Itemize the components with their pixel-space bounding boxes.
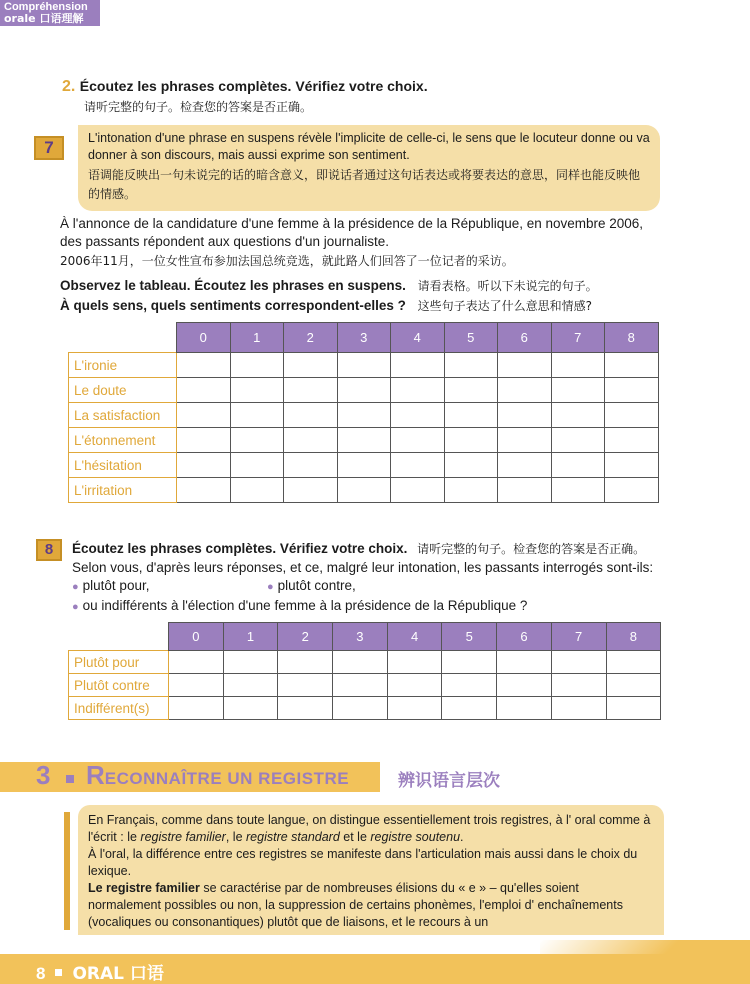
answer-cell[interactable] xyxy=(223,651,278,674)
answer-cell[interactable] xyxy=(442,697,497,720)
answer-cell[interactable] xyxy=(337,453,391,478)
answer-cell[interactable] xyxy=(606,697,661,720)
answer-cell[interactable] xyxy=(230,453,284,478)
answer-cell[interactable] xyxy=(605,428,659,453)
grid-column-header: 1 xyxy=(230,323,284,353)
grid-row xyxy=(69,453,659,478)
answer-cell[interactable] xyxy=(444,403,498,428)
answer-cell[interactable] xyxy=(177,353,231,378)
answer-cell[interactable] xyxy=(391,478,445,503)
answer-cell[interactable] xyxy=(177,453,231,478)
answer-cell[interactable] xyxy=(498,478,552,503)
option-indifferents: ou indifférents à l'élection d'une femme à la présidence de la République ? xyxy=(82,597,528,613)
section-3-title-rest: ECONNAÎTRE UN REGISTRE xyxy=(104,769,350,788)
grid-row xyxy=(69,428,659,453)
answer-cell[interactable] xyxy=(391,403,445,428)
grid-column-header: 0 xyxy=(177,323,231,353)
answer-cell[interactable] xyxy=(284,428,338,453)
answer-cell[interactable] xyxy=(605,378,659,403)
answer-cell[interactable] xyxy=(284,353,338,378)
grid-column-header: 3 xyxy=(333,623,388,651)
answer-cell[interactable] xyxy=(278,674,333,697)
section-3-explanation-box xyxy=(78,805,664,935)
term-registre-familier: registre familier xyxy=(140,830,226,844)
answer-cell[interactable] xyxy=(387,697,442,720)
grid-column-header: 4 xyxy=(387,623,442,651)
answer-cell[interactable] xyxy=(497,651,552,674)
grid-row-label: L'irritation xyxy=(69,478,177,503)
grid-column-header: 7 xyxy=(551,323,605,353)
text-span: , le xyxy=(225,830,246,844)
answer-cell[interactable] xyxy=(605,453,659,478)
bullet-icon: ● xyxy=(72,581,79,593)
answer-cell[interactable] xyxy=(444,428,498,453)
answer-cell[interactable] xyxy=(230,378,284,403)
grid-header-row xyxy=(69,623,661,651)
footer xyxy=(36,959,164,984)
answer-cell[interactable] xyxy=(498,378,552,403)
answer-cell[interactable] xyxy=(551,651,606,674)
grid-row-label: L'ironie xyxy=(69,353,177,378)
grid-row-label: Le doute xyxy=(69,378,177,403)
grid-row-label: L'étonnement xyxy=(69,428,177,453)
section-3-accent-stripe xyxy=(64,812,70,930)
term-registre-soutenu: registre soutenu xyxy=(370,830,461,844)
answer-cell[interactable] xyxy=(498,403,552,428)
exercise-7-explanation-box xyxy=(78,125,660,211)
grid-column-header: 0 xyxy=(169,623,224,651)
chapter-tab-line1: Compréhension xyxy=(4,1,88,13)
grid-column-header: 1 xyxy=(223,623,278,651)
answer-cell[interactable] xyxy=(391,453,445,478)
section-3-title xyxy=(86,760,349,791)
answer-cell[interactable] xyxy=(551,353,605,378)
exercise-7-intro xyxy=(60,215,660,270)
answer-cell[interactable] xyxy=(605,353,659,378)
answer-cell[interactable] xyxy=(387,651,442,674)
answer-cell[interactable] xyxy=(169,697,224,720)
grid-column-header: 8 xyxy=(606,623,661,651)
grid-column-header: 5 xyxy=(442,623,497,651)
answer-cell[interactable] xyxy=(444,353,498,378)
answer-cell[interactable] xyxy=(497,697,552,720)
answer-cell[interactable] xyxy=(498,453,552,478)
answer-cell[interactable] xyxy=(605,403,659,428)
exercise-7-question-2-zh: 这些句子表达了什么意思和情感? xyxy=(417,299,592,313)
exercise-2-number: 2. xyxy=(62,78,76,95)
answer-cell[interactable] xyxy=(337,478,391,503)
exercise-2-instruction-zh: 请听完整的句子。检查您的答案是否正确。 xyxy=(84,100,313,114)
answer-cell[interactable] xyxy=(333,697,388,720)
grid-row-label: Indifférent(s) xyxy=(69,697,169,720)
square-bullet-icon xyxy=(66,775,74,783)
answer-cell[interactable] xyxy=(177,428,231,453)
answer-cell[interactable] xyxy=(169,674,224,697)
opinion-answer-grid xyxy=(68,622,661,720)
exercise-8-instruction-zh: 请听完整的句子。检查您的答案是否正确。 xyxy=(417,542,646,556)
grid-row xyxy=(69,378,659,403)
grid-row xyxy=(69,353,659,378)
exercise-2 xyxy=(62,78,428,115)
answer-cell[interactable] xyxy=(551,403,605,428)
answer-cell[interactable] xyxy=(606,674,661,697)
exercise-8 xyxy=(72,540,672,616)
answer-cell[interactable] xyxy=(551,697,606,720)
answer-cell[interactable] xyxy=(284,403,338,428)
answer-cell[interactable] xyxy=(387,674,442,697)
exercise-7-question-2: À quels sens, quels sentiments correspondent-elles ? xyxy=(60,298,406,313)
exercise-8-question: Selon vous, d'après leurs réponses, et ce, malgré leur intonation, les passants interrogés sont-ils: xyxy=(72,559,654,575)
answer-cell[interactable] xyxy=(230,478,284,503)
answer-cell[interactable] xyxy=(497,674,552,697)
section-3-title-initial: R xyxy=(86,760,105,790)
grid-column-header: 6 xyxy=(498,323,552,353)
chapter-tab xyxy=(0,0,100,26)
answer-cell[interactable] xyxy=(278,697,333,720)
answer-cell[interactable] xyxy=(169,651,224,674)
answer-cell[interactable] xyxy=(177,378,231,403)
answer-cell[interactable] xyxy=(551,478,605,503)
page-number: 8 xyxy=(36,964,46,983)
section-3-number: 3 xyxy=(36,760,51,790)
answer-cell[interactable] xyxy=(606,651,661,674)
grid-column-header: 7 xyxy=(551,623,606,651)
answer-cell[interactable] xyxy=(444,378,498,403)
answer-cell[interactable] xyxy=(230,353,284,378)
answer-cell[interactable] xyxy=(284,478,338,503)
exercise-7-question-1: Observez le tableau. Écoutez les phrases en suspens. xyxy=(60,278,406,293)
answer-cell[interactable] xyxy=(498,353,552,378)
exercise-7-explanation: L'intonation d'une phrase en suspens révèle l'implicite de celle-ci, le sens que le locuteur donne ou va donner à son discours, mais aussi exprime son sentiment. xyxy=(88,131,650,162)
exercise-2-instruction: Écoutez les phrases complètes. Vérifiez votre choix. xyxy=(79,78,428,94)
answer-cell[interactable] xyxy=(223,674,278,697)
answer-cell[interactable] xyxy=(391,353,445,378)
exercise-7-intro-zh: 2006年11月，一位女性宣布参加法国总统竞选，就此路人们回答了一位记者的采访。 xyxy=(60,254,514,268)
option-plutot-contre: plutôt contre, xyxy=(277,578,356,593)
exercise-7-badge: 7 xyxy=(34,136,64,160)
registers-paragraph xyxy=(88,812,654,846)
square-bullet-icon xyxy=(55,969,62,976)
text-span: . xyxy=(460,830,464,844)
grid-column-header: 2 xyxy=(278,623,333,651)
answer-cell[interactable] xyxy=(337,428,391,453)
grid-column-header: 6 xyxy=(497,623,552,651)
answer-cell[interactable] xyxy=(605,478,659,503)
text-span: et le xyxy=(339,830,371,844)
exercise-7-intro-text: À l'annonce de la candidature d'une femme à la présidence de la République, en novembre 2006, des passants répondent aux questions d'un journaliste. xyxy=(60,216,644,249)
answer-cell[interactable] xyxy=(333,674,388,697)
text-span: En Français, comme dans toute langue, on distingue essentiellement trois registres, à l' oral comme à l'écrit : le xyxy=(88,813,651,844)
grid-row xyxy=(69,697,661,720)
grid-row xyxy=(69,674,661,697)
exercise-8-badge: 8 xyxy=(36,539,62,561)
option-plutot-pour: plutôt pour, xyxy=(82,578,150,593)
answer-cell[interactable] xyxy=(284,453,338,478)
grid-row xyxy=(69,478,659,503)
footer-label: ORAL 口语 xyxy=(72,964,164,984)
answer-cell[interactable] xyxy=(284,378,338,403)
grid-row-label: Plutôt pour xyxy=(69,651,169,674)
oral-difference-paragraph: À l'oral, la différence entre ces registres se manifeste dans l'articulation mais aussi dans le choix du lexique. xyxy=(88,847,638,878)
bullet-icon: ● xyxy=(267,581,274,593)
exercise-7-questions xyxy=(60,276,680,316)
footer-decoration xyxy=(540,940,750,984)
grid-header-row xyxy=(69,323,659,353)
exercise-7-explanation-zh: 语调能反映出一句未说完的话的暗含意义，即说话者通过这句话表达或将要表达的意思，同样也能反映他的情感。 xyxy=(88,168,641,201)
answer-cell[interactable] xyxy=(391,428,445,453)
answer-cell[interactable] xyxy=(337,378,391,403)
term-le-registre-familier: Le registre familier xyxy=(88,881,200,895)
grid-row-label: Plutôt contre xyxy=(69,674,169,697)
answer-cell[interactable] xyxy=(391,378,445,403)
answer-cell[interactable] xyxy=(551,674,606,697)
grid-corner xyxy=(69,623,169,651)
text-span: se caractérise par de nombreuses élisions du « e » – qu'elles soient normalement possibles ou non, la suppression de certains phonèmes, l'emploi d' enchaînements (vocaliques ou consonantiques) plutôt que de liaisons, et le recours à un xyxy=(88,881,623,929)
answer-cell[interactable] xyxy=(177,403,231,428)
answer-cell[interactable] xyxy=(333,651,388,674)
answer-cell[interactable] xyxy=(551,453,605,478)
answer-cell[interactable] xyxy=(337,353,391,378)
grid-column-header: 8 xyxy=(605,323,659,353)
answer-cell[interactable] xyxy=(498,428,552,453)
registre-familier-paragraph xyxy=(88,880,654,931)
answer-cell[interactable] xyxy=(551,378,605,403)
grid-row-label: La satisfaction xyxy=(69,403,177,428)
exercise-8-instruction: Écoutez les phrases complètes. Vérifiez votre choix. xyxy=(72,541,408,556)
answer-cell[interactable] xyxy=(177,478,231,503)
grid-corner xyxy=(69,323,177,353)
grid-column-header: 4 xyxy=(391,323,445,353)
chapter-tab-line2: orale 口语理解 xyxy=(4,12,84,25)
grid-row-label: L'hésitation xyxy=(69,453,177,478)
section-3-title-zh: 辨识语言层次 xyxy=(398,771,500,791)
answer-cell[interactable] xyxy=(230,403,284,428)
answer-cell[interactable] xyxy=(223,697,278,720)
bullet-icon: ● xyxy=(72,600,79,613)
answer-cell[interactable] xyxy=(278,651,333,674)
answer-cell[interactable] xyxy=(551,428,605,453)
answer-cell[interactable] xyxy=(230,428,284,453)
exercise-7-question-1-zh: 请看表格。听以下未说完的句子。 xyxy=(417,279,598,293)
answer-cell[interactable] xyxy=(444,453,498,478)
grid-column-header: 3 xyxy=(337,323,391,353)
term-registre-standard: registre standard xyxy=(246,830,340,844)
answer-cell[interactable] xyxy=(337,403,391,428)
grid-column-header: 2 xyxy=(284,323,338,353)
grid-row xyxy=(69,403,659,428)
answer-cell[interactable] xyxy=(442,674,497,697)
grid-row xyxy=(69,651,661,674)
answer-cell[interactable] xyxy=(444,478,498,503)
answer-cell[interactable] xyxy=(442,651,497,674)
sentiment-answer-grid xyxy=(68,322,659,503)
grid-column-header: 5 xyxy=(444,323,498,353)
